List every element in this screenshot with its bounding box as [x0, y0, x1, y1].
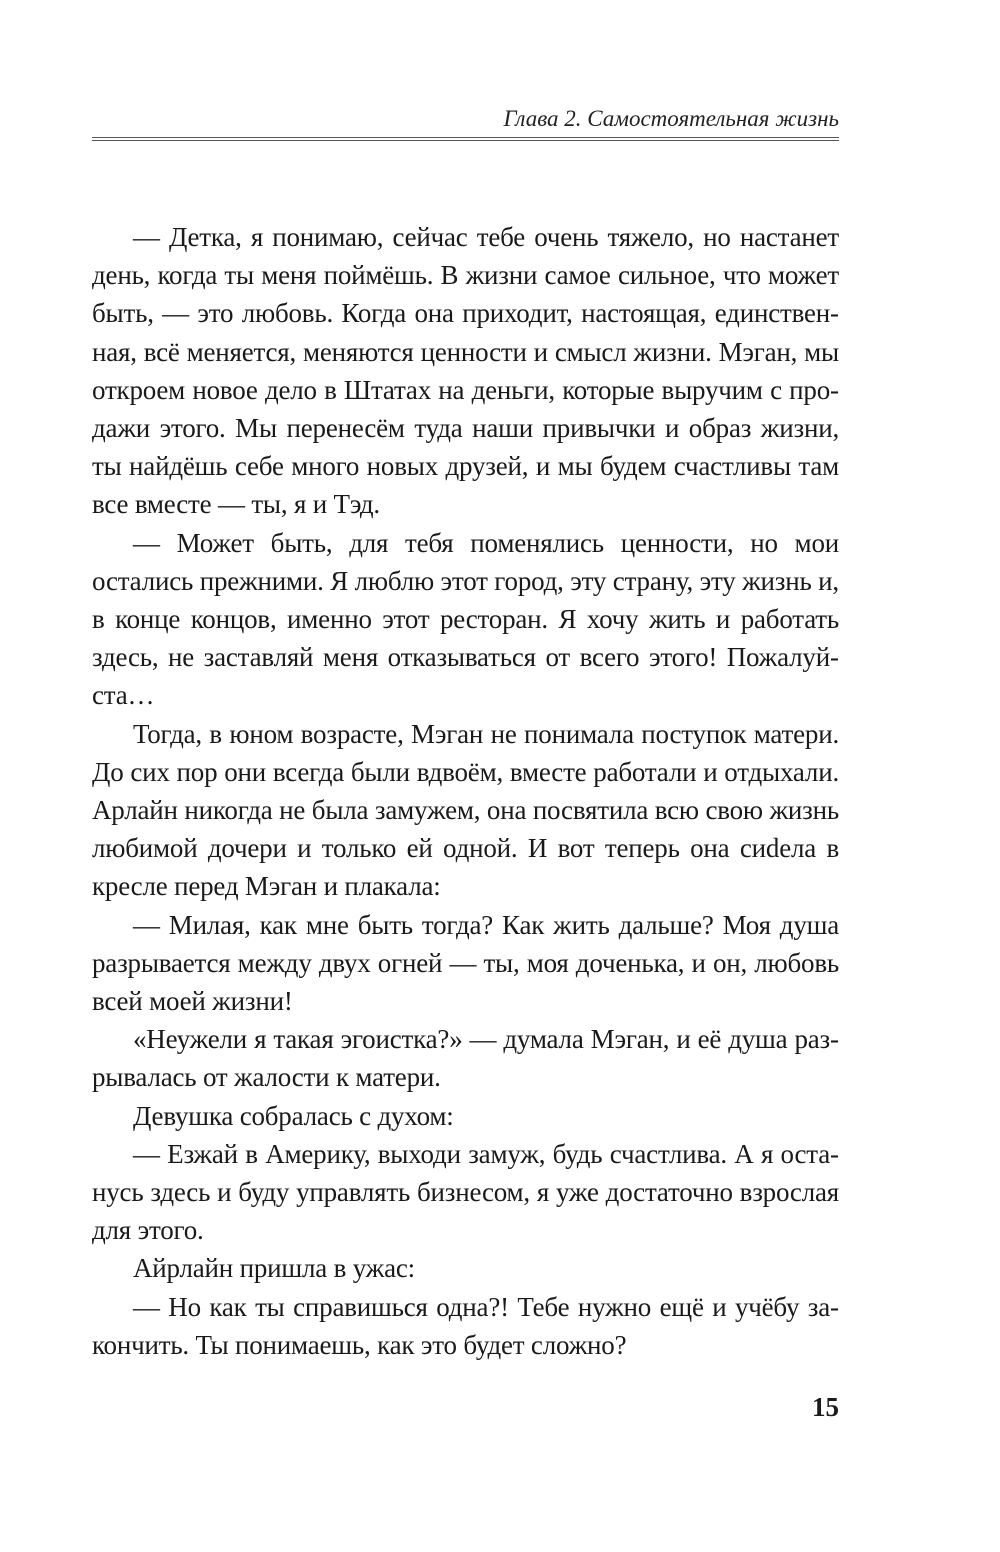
paragraph: Тогда, в юном возрасте, Мэган не понимала поступок матери. До сих пор они всегда были вдвоём, вместе работали и отдыхали. Арлайн никогда не была замужем, она посвятила всю свою жизнь любимой дочери и только ей одной. И вот теперь она сиdела в кресле перед Мэган и плакала:: [92, 718, 839, 902]
paragraph: — Езжай в Америку, выходи замуж, будь счастлива. А я останусь здесь и буду управлять бизнесом, я уже достаточно взрослая для этого.: [92, 1138, 839, 1246]
paragraph: — Но как ты справишься одна?! Тебе нужно ещё и учёбу закончить. Ты понимаешь, как это будет сложно?: [92, 1291, 839, 1360]
paragraph: — Милая, как мне быть тогда? Как жить дальше? Моя душа разрывается между двух огней — ты, моя доченька, и он, любовь всей моей жизни!: [92, 909, 839, 1017]
page-body: [92, 218, 839, 1364]
paragraph: — Может быть, для тебя поменялись ценности, но мои остались прежними. Я люблю этот город, эту страну, эту жизнь и, в конце концов, именно этот ресторан. Я хочу жить и работать здесь, не заставляй меня отказываться от всего этого! Пожалуйста…: [92, 527, 839, 711]
running-head-title: Глава 2. Самостоятельная жизнь: [503, 106, 839, 131]
paragraph: Айрлайн пришла в ужас:: [133, 1253, 415, 1284]
paragraph: — Детка, я понимаю, сейчас тебе очень тяжело, но настанет день, когда ты меня поймёшь. В жизни самое сильное, что может быть, — это любовь. Когда она приходит, настоящая, единственная, всё меняется, меняются ценности и смысл жизни. Мэган, мы откроем новое дело в Штатах на деньги, которые выручим с продажи этого. Мы перенесём туда наши привычки и образ жизни, ты найдёшь себе много новых друзей, и мы будем счастливы там все вместе — ты, я и Тэд.: [92, 222, 839, 520]
paragraph: «Неужели я такая эгоистка?» — думала Мэган, и её душа разрывалась от жалости к матери.: [92, 1024, 839, 1093]
header-rule: [92, 137, 839, 141]
paragraph: Девушка собралась с духом:: [133, 1100, 454, 1131]
page-number: 15: [812, 1392, 839, 1422]
